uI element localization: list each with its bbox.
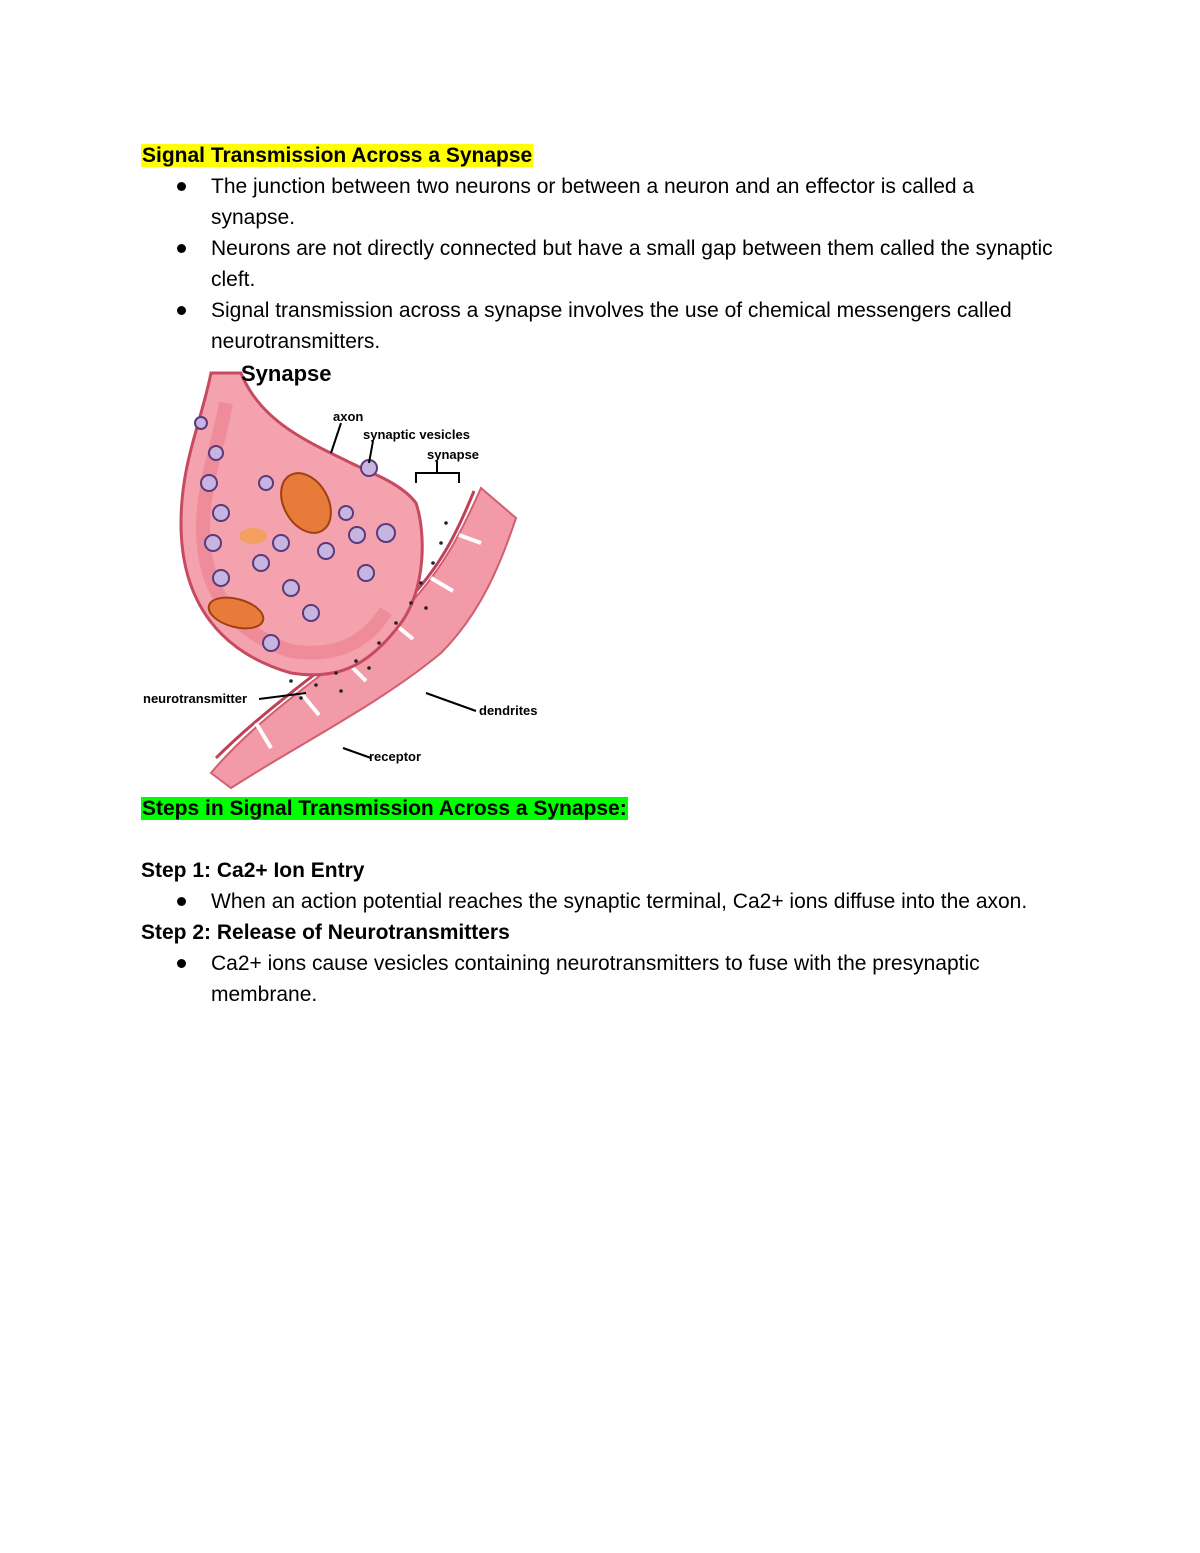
list-item: [141, 233, 1061, 295]
bullet-icon: [177, 306, 186, 315]
label-synapse: synapse: [427, 447, 480, 462]
document-page: [141, 140, 1061, 1010]
bullet-icon: [177, 182, 186, 191]
list-item: [141, 948, 1061, 1010]
synapse-bracket: [416, 473, 459, 483]
section-2-heading-row: [141, 793, 1061, 824]
list-item: [141, 886, 1061, 917]
list-item-text: The junction between two neurons or between a neuron and an effector is called a synapse.: [211, 175, 975, 229]
synapse-diagram: [141, 363, 561, 793]
step-1-list: [141, 886, 1061, 917]
bullet-icon: [177, 244, 186, 253]
figure-title: Synapse: [241, 363, 332, 386]
list-item-text: Signal transmission across a synapse involves the use of chemical messengers called neurotransmitters.: [211, 299, 1012, 353]
label-axon: axon: [333, 409, 364, 424]
label-receptor: receptor: [369, 749, 422, 764]
bullet-icon: [177, 897, 186, 906]
section-1-heading: Signal Transmission Across a Synapse: [142, 144, 533, 167]
list-item: [141, 171, 1061, 233]
label-dendrites: dendrites: [479, 703, 538, 718]
organelle: [239, 528, 267, 544]
list-item-text: Ca2+ ions cause vesicles containing neurotransmitters to fuse with the presynaptic membrane.: [211, 952, 980, 1006]
step-2-list: [141, 948, 1061, 1010]
step-2-title: Step 2: Release of Neurotransmitters: [141, 921, 510, 944]
label-neurotransmitter: neurotransmitter: [143, 691, 248, 706]
list-item-text: When an action potential reaches the synaptic terminal, Ca2+ ions diffuse into the axon.: [211, 890, 1028, 913]
list-item: [141, 295, 1061, 357]
section-1-heading-row: [141, 140, 1061, 171]
section-2-heading: Steps in Signal Transmission Across a Synapse:: [142, 797, 627, 820]
bullet-icon: [177, 959, 186, 968]
step-1-title: Step 1: Ca2+ Ion Entry: [141, 859, 365, 882]
section-1-list: [141, 171, 1061, 357]
synapse-figure: [141, 363, 1061, 793]
list-item-text: Neurons are not directly connected but have a small gap between them called the synaptic cleft.: [211, 237, 1053, 291]
spacer: [141, 824, 1061, 855]
label-synaptic-vesicles: synaptic vesicles: [363, 427, 470, 442]
